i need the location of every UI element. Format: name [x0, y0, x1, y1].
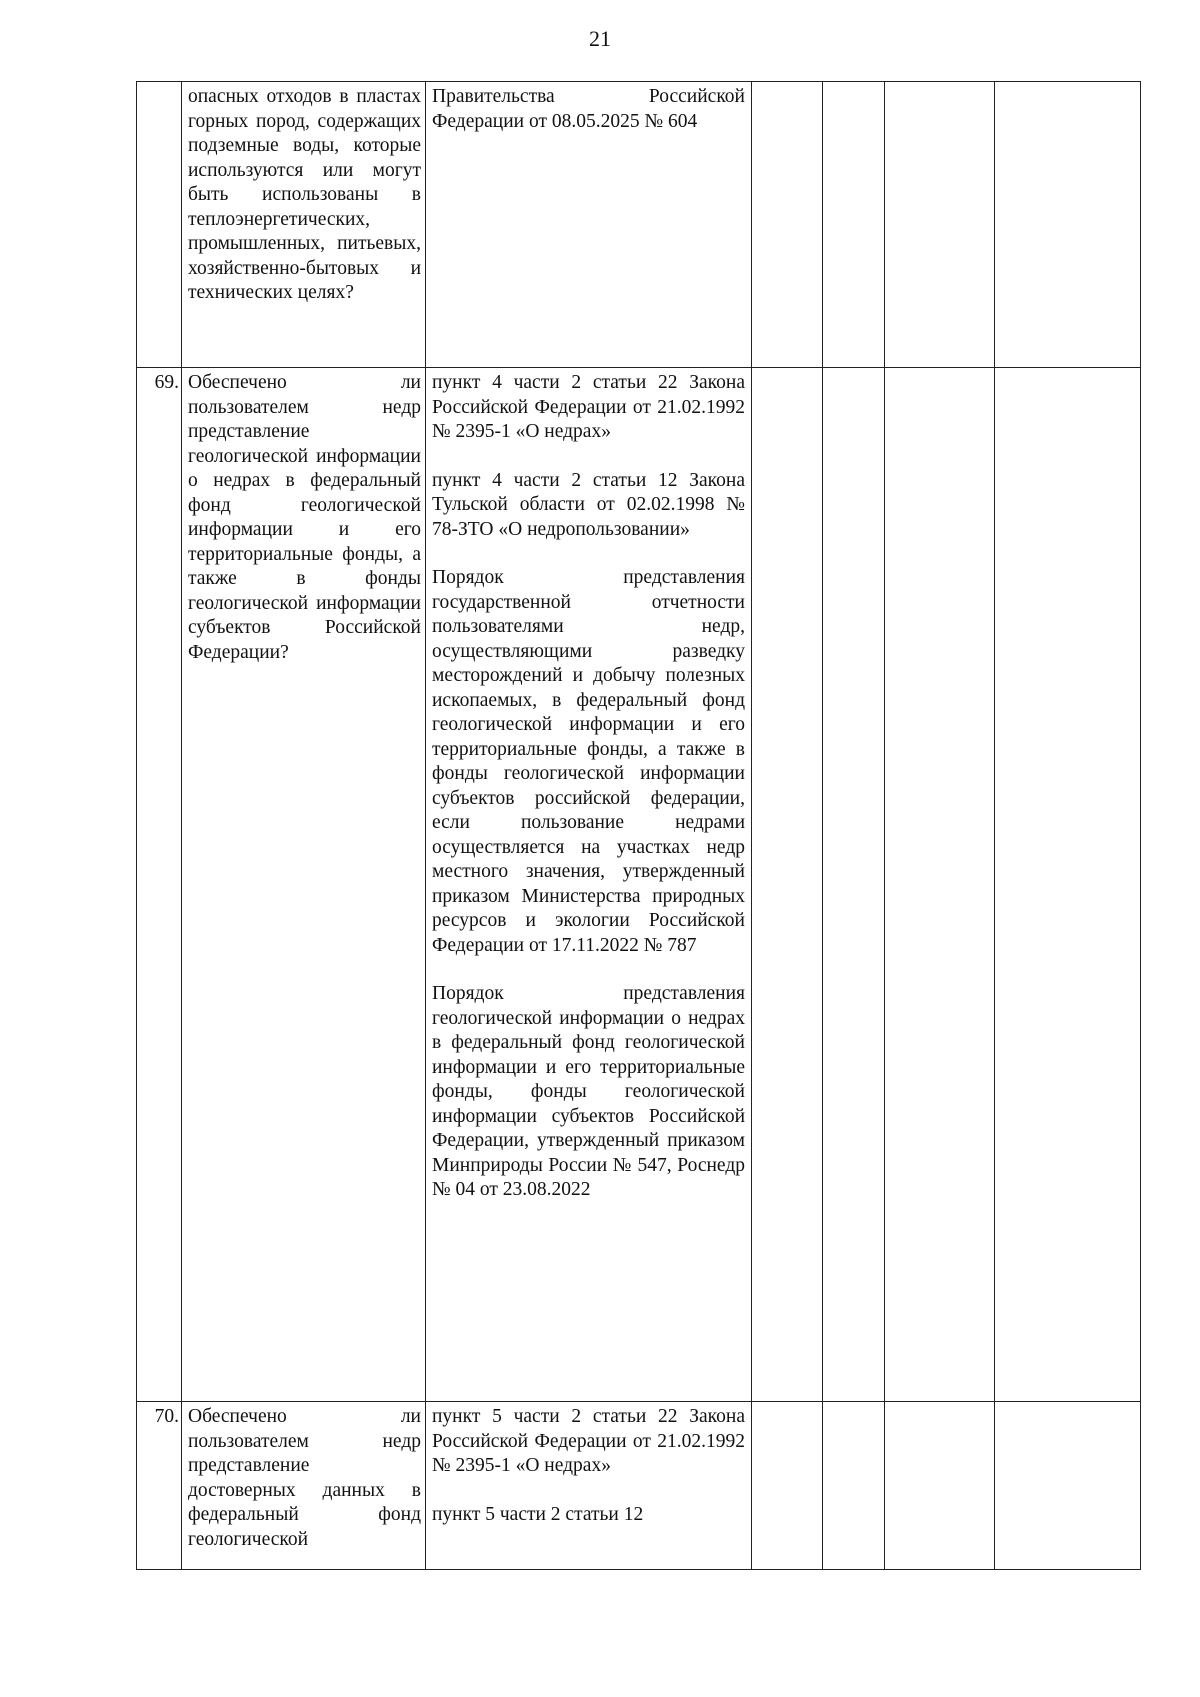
question-text: Обеспечено ли пользователем недр представление достоверных данных в федеральный фонд геологической — [188, 1406, 421, 1550]
empty-cell — [995, 368, 1141, 1402]
empty-cell — [885, 82, 995, 368]
question-cell — [182, 82, 426, 368]
legal-reference: пункт 4 части 2 статьи 12 Закона Тульской области от 02.02.1998 № 78-ЗТО «О недропользовании» — [432, 469, 745, 540]
empty-cell — [752, 1402, 823, 1570]
question-cell — [182, 368, 426, 1402]
page-number: 21 — [589, 26, 611, 51]
empty-cell — [823, 368, 885, 1402]
row-number — [137, 82, 182, 368]
table-row — [137, 82, 1141, 368]
empty-cell — [752, 82, 823, 368]
empty-cell — [885, 368, 995, 1402]
legal-basis-cell — [426, 368, 752, 1402]
table-row — [137, 1402, 1141, 1570]
requirements-table — [136, 81, 1141, 1570]
empty-cell — [995, 1402, 1141, 1570]
legal-reference: пункт 5 части 2 статьи 22 Закона Российской Федерации от 21.02.1992 № 2395-1 «О недрах» — [432, 1406, 745, 1476]
row-number: 70. — [137, 1402, 182, 1570]
empty-cell — [823, 82, 885, 368]
question-text: Обеспечено ли пользователем недр представление геологической информации о недрах в федеральный фонд геологической информации и его территориальные фонды, а также в фонды геологической информации субъектов Российской Федерации? — [188, 372, 421, 663]
empty-cell — [752, 368, 823, 1402]
empty-cell — [823, 1402, 885, 1570]
row-number: 69. — [137, 368, 182, 1402]
legal-reference: Порядок представления государственной отчетности пользователями недр, осуществляющими разведку месторождений и добычу полезных ископаемых, в федеральный фонд геологической информации и его территориальные фонды, а также в фонды геологической информации субъектов российской федерации, если пользование недрами осуществляется на участках недр местного значения, утвержденный приказом Министерства природных ресурсов и экологии Российской Федерации от 17.11.2022 № 787 — [432, 567, 745, 956]
legal-reference: пункт 5 части 2 статьи 12 — [432, 1503, 644, 1525]
legal-reference: Порядок представления геологической информации о недрах в федеральный фонд геологической информации и его территориальные фонды, фонды геологической информации субъектов Российской Федерации, утвержденный приказом Минприроды России № 547, Роснедр № 04 от 23.08.2022 — [432, 983, 745, 1200]
question-cell — [182, 1402, 426, 1570]
empty-cell — [995, 82, 1141, 368]
question-text: опасных отходов в пластах горных пород, содержащих подземные воды, которые используются или могут быть использованы в теплоэнергетических, промышленных, питьевых, хозяйственно-бытовых и технических целях? — [188, 86, 421, 303]
empty-cell — [885, 1402, 995, 1570]
legal-basis-cell — [426, 82, 752, 368]
legal-reference: Правительства Российской Федерации от 08.05.2025 № 604 — [432, 86, 745, 132]
legal-reference: пункт 4 части 2 статьи 22 Закона Российской Федерации от 21.02.1992 № 2395-1 «О недрах» — [432, 372, 745, 442]
legal-basis-cell — [426, 1402, 752, 1570]
table-row — [137, 368, 1141, 1402]
